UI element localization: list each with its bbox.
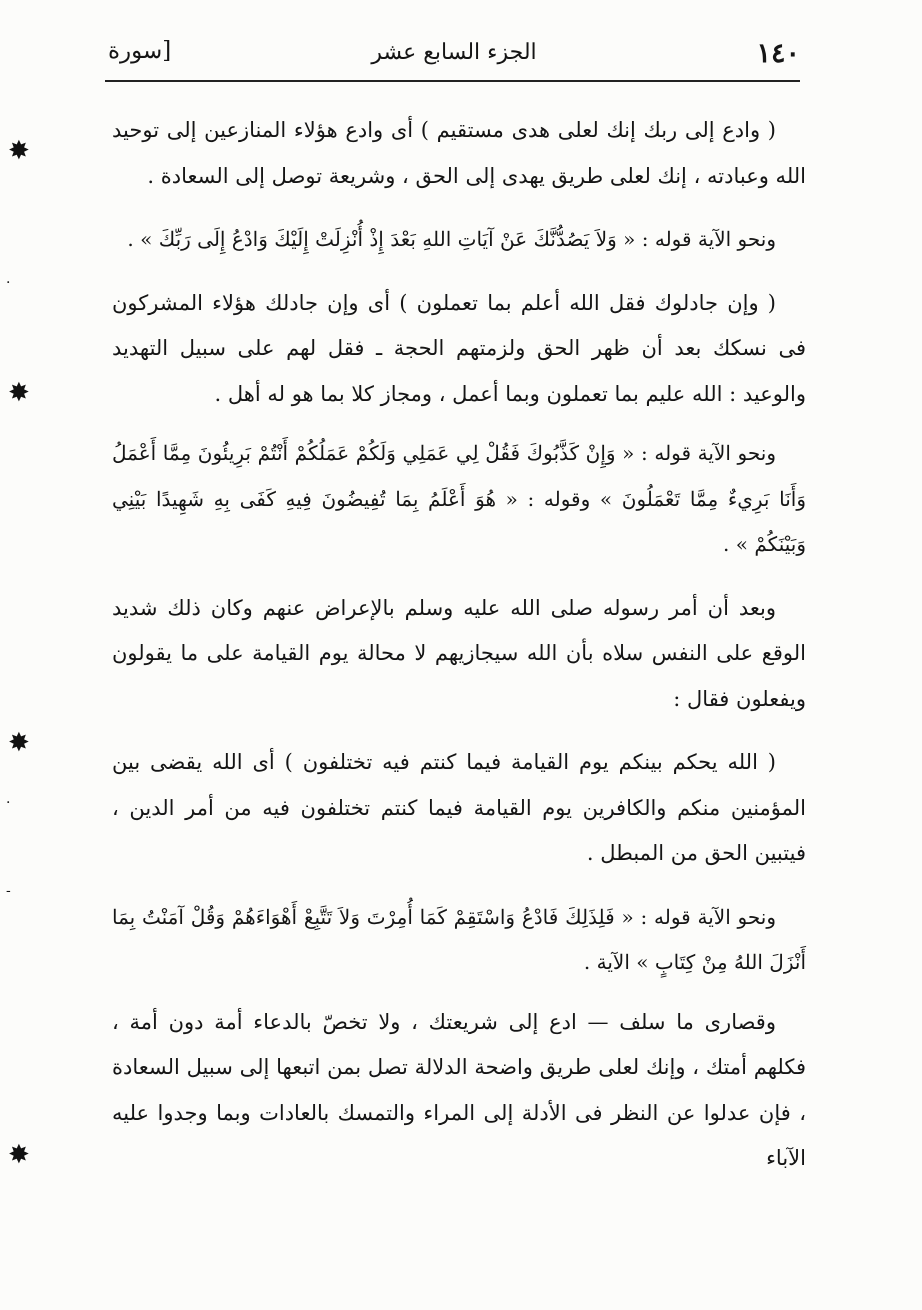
paragraph-verse-citation: ونحو الآية قوله : « فَلِذَلِكَ فَادْعُ وَاسْتَقِمْ كَمَا أُمِرْتَ وَلاَ تَتَّبِعْ أَهْوَاءَهُمْ وَقُلْ آمَنْتُ بِمَا أَنْزَلَ اللهُ مِنْ كِتَابٍ » الآية . [112,904,806,974]
ink-blot-mark: ✸ [8,136,30,166]
ink-blot-mark: ✸ [8,728,30,758]
paragraph-summary: وقصارى ما سلف — ادع إلى شريعتك ، ولا تخصّ بالدعاء أمة دون أمة ، فكلهم أمتك ، وإنك لعلى طريق واضحة الدلالة تصل بمن اتبعها إلى سبيل السعادة ، فإن عدلوا عن النظر فى الأدلة إلى المراء والتمسك بالعادات وبما وجدوا عليه الآباء [112,1009,806,1170]
paragraph-commentary: ( الله يحكم بينكم يوم القيامة فيما كنتم فيه تختلفون ) أى الله يقضى بين المؤمنين منكم والكافرين يوم القيامة فيما كنتم تختلفون فيه من أمر الدين ، فيتبين الحق من المبطل . [112,750,806,865]
paragraph-verse-citation: ونحو الآية قوله : « وَلاَ يَصُدُّنَّكَ عَنْ آيَاتِ اللهِ بَعْدَ إِذْ أُنْزِلَتْ إِلَيْكَ وَادْعُ إِلَى رَبِّكَ » . [127,227,776,251]
page-number: ١٤٠ [756,38,800,69]
paragraph-verse-citation: ونحو الآية قوله : « وَإِنْ كَذَّبُوكَ فَقُلْ لِي عَمَلِي وَلَكُمْ عَمَلُكُمْ أَنْتُمْ بَرِيئُونَ مِمَّا أَعْمَلُ وَأَنَا بَرِيءٌ مِمَّا تَعْمَلُونَ » وقوله : « هُوَ أَعْلَمُ بِمَا تُفِيضُونَ فِيهِ كَفَى بِهِ شَهِيدًا بَيْنِي وَبَيْنَكُمْ » . [112,441,806,556]
ink-blot-mark: ✸ [8,378,30,408]
ink-speck-mark: - [6,883,11,899]
paragraph-commentary: ( وادع إلى ربك إنك لعلى هدى مستقيم ) أى وادع هؤلاء المنازعين إلى توحيد الله وعبادته ، إنك لعلى طريق يهدى إلى الحق ، وشريعة توصل إلى السعادة . [112,118,806,188]
page-header [108,36,800,76]
surah-label: [سورة [108,38,172,64]
body-text [112,108,806,1182]
ink-speck-mark: · [6,275,11,291]
ink-speck-mark: · [6,795,11,811]
ink-blot-mark: ✸ [8,1140,30,1170]
paragraph-commentary: ( وإن جادلوك فقل الله أعلم بما تعملون ) أى وإن جادلك هؤلاء المشركون فى نسكك بعد أن ظهر الحق ولزمتهم الحجة ـ فقل لهم على سبيل التهديد والوعيد : الله عليم بما تعملون وبما أعمل ، ومجاز كلا بما هو له أهل . [112,290,806,406]
header-rule [105,80,800,82]
running-title: الجزء السابع عشر [371,40,537,65]
paragraph-commentary: وبعد أن أمر رسوله صلى الله عليه وسلم بالإعراض عنهم وكان ذلك شديد الوقع على النفس سلاه بأن الله سيجازيهم لا محالة يوم القيامة على ما يقولون ويفعلون فقال : [112,595,806,711]
